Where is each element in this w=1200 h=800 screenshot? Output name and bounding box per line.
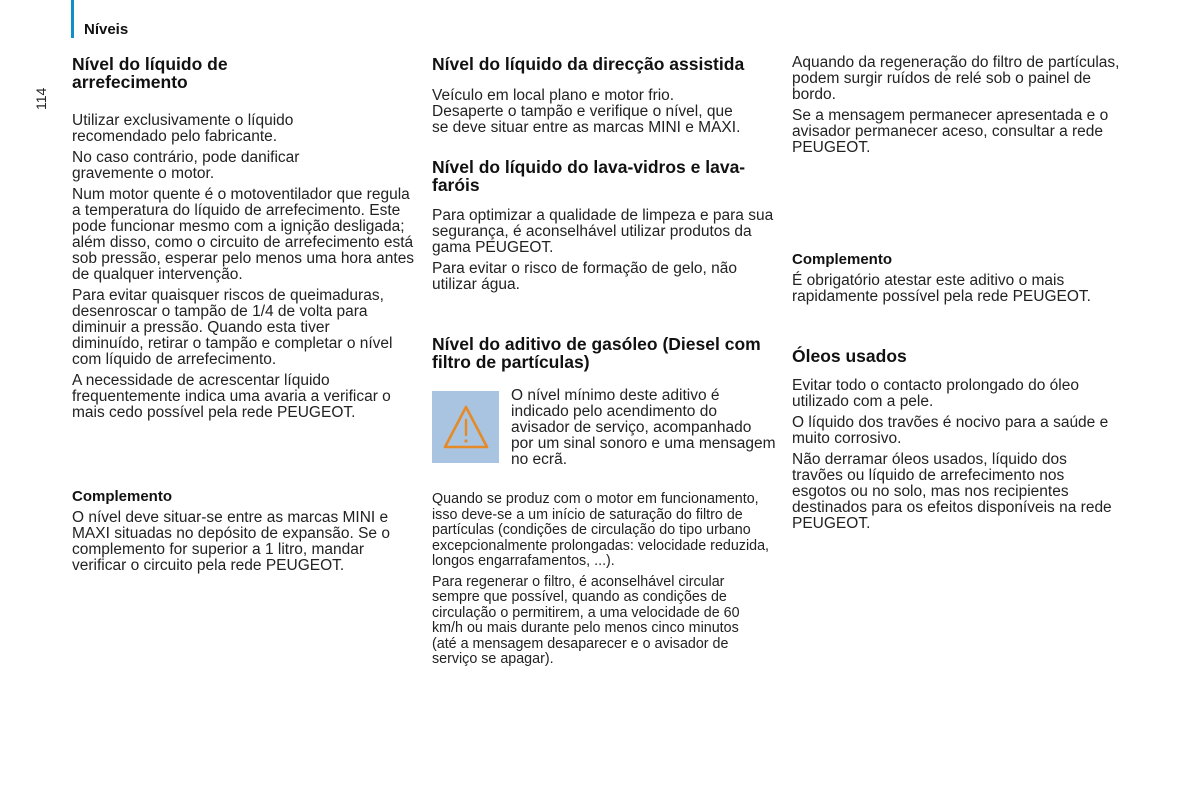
steering-fluid-text: Veículo em local plano e motor frio. Desaperte o tampão e verifique o nível, que se deve situar entre as marcas MINI e MAXI. xyxy=(432,87,741,136)
coolant-paragraph-1: Utilizar exclusivamente o líquido recomendado pelo fabricante. xyxy=(72,112,294,145)
coolant-paragraph-3: Num motor quente é o motoventilador que regula a temperatura do líquido de arrefecimento. Este pode funcionar mesmo com a ignição desligada; além disso, como o circuito de arrefecimento está sob pressão, esperar pelo menos uma hora antes de qualquer intervenção. xyxy=(72,186,415,283)
coolant-paragraph-5: A necessidade de acrescentar líquido frequentemente indica uma avaria a verificar o mais cedo possível pela rede PEUGEOT. xyxy=(72,372,391,421)
warning-triangle-icon xyxy=(432,391,499,463)
warning-block xyxy=(432,388,777,468)
washer-fluid-text-2: Para evitar o risco de formação de gelo, não utilizar água. xyxy=(432,260,738,293)
diesel-additive-heading: Nível do aditivo de gasóleo (Diesel com filtro de partículas) xyxy=(432,334,761,372)
used-oils-text-2: O líquido dos travões é nocivo para a saúde e muito corrosivo. xyxy=(792,414,1109,447)
washer-fluid-heading: Nível do líquido do lava-vidros e lava-faróis xyxy=(432,157,746,195)
column-regeneration-oils xyxy=(792,55,1137,532)
coolant-complemento-text: O nível deve situar-se entre as marcas MINI e MAXI situadas no depósito de expansão. Se o complemento for superior a 1 litro, mandar verificar o circuito pela rede PEUGEOT. xyxy=(72,509,390,574)
column-coolant xyxy=(72,55,417,574)
diesel-filter-text-2: Para regenerar o filtro, é aconselhável circular sempre que possível, quando as condições de circulação o permitirem, a uma velocidade de 60 km/h ou mais durante pelo menos cinco minutos (até a mensagem desaparecer e o avisador de serviço se apagar). xyxy=(432,573,740,667)
coolant-heading: Nível do líquido de arrefecimento xyxy=(72,54,228,92)
additive-complemento-text: É obrigatório atestar este aditivo o mais rapidamente possível pela rede PEUGEOT. xyxy=(792,272,1091,305)
diesel-filter-text-1: Quando se produz com o motor em funcionamento, isso deve-se a um início de saturação do filtro de partículas (condições de circulação do tipo urbano excepcionalmente prolongadas: velocidade reduzida, longos engarrafamentos, ...). xyxy=(432,491,769,569)
steering-fluid-heading: Nível do líquido da direcção assistida xyxy=(432,54,745,74)
section-accent-bar xyxy=(71,0,74,38)
coolant-paragraph-2: No caso contrário, pode danificar gravemente o motor. xyxy=(72,149,300,182)
additive-complemento-heading: Complemento xyxy=(792,251,893,268)
used-oils-text-3: Não derramar óleos usados, líquido dos travões ou líquido de arrefecimento nos esgotos ou no solo, mas nos recipientes destinados para os efeitos disponíveis na rede PEUGEOT. xyxy=(792,451,1112,532)
column-fluids xyxy=(432,55,777,668)
page-number: 114 xyxy=(33,87,49,110)
used-oils-text-1: Evitar todo o contacto prolongado do óleo utilizado com a pele. xyxy=(792,377,1079,410)
warning-text: O nível mínimo deste aditivo é indicado pelo acendimento do avisador de serviço, acompanhado por um sinal sonoro e uma mensagem no ecrã. xyxy=(511,387,776,468)
regeneration-text-1: Aquando da regeneração do filtro de partículas, podem surgir ruídos de relé sob o painel de bordo. xyxy=(792,54,1120,103)
coolant-complemento-heading: Complemento xyxy=(72,488,173,505)
used-oils-heading: Óleos usados xyxy=(792,346,907,366)
coolant-paragraph-4: Para evitar quaisquer riscos de queimaduras, desenroscar o tampão de 1/4 de volta para diminuir a pressão. Quando esta tiver diminuído, retirar o tampão e completar o nível com líquido de arrefecimento. xyxy=(72,287,393,368)
section-title: Níveis xyxy=(84,21,129,38)
washer-fluid-text-1: Para optimizar a qualidade de limpeza e para sua segurança, é aconselhável utilizar produtos da gama PEUGEOT. xyxy=(432,207,774,256)
regeneration-text-2: Se a mensagem permanecer apresentada e o avisador permanecer aceso, consultar a rede PEUGEOT. xyxy=(792,107,1109,156)
